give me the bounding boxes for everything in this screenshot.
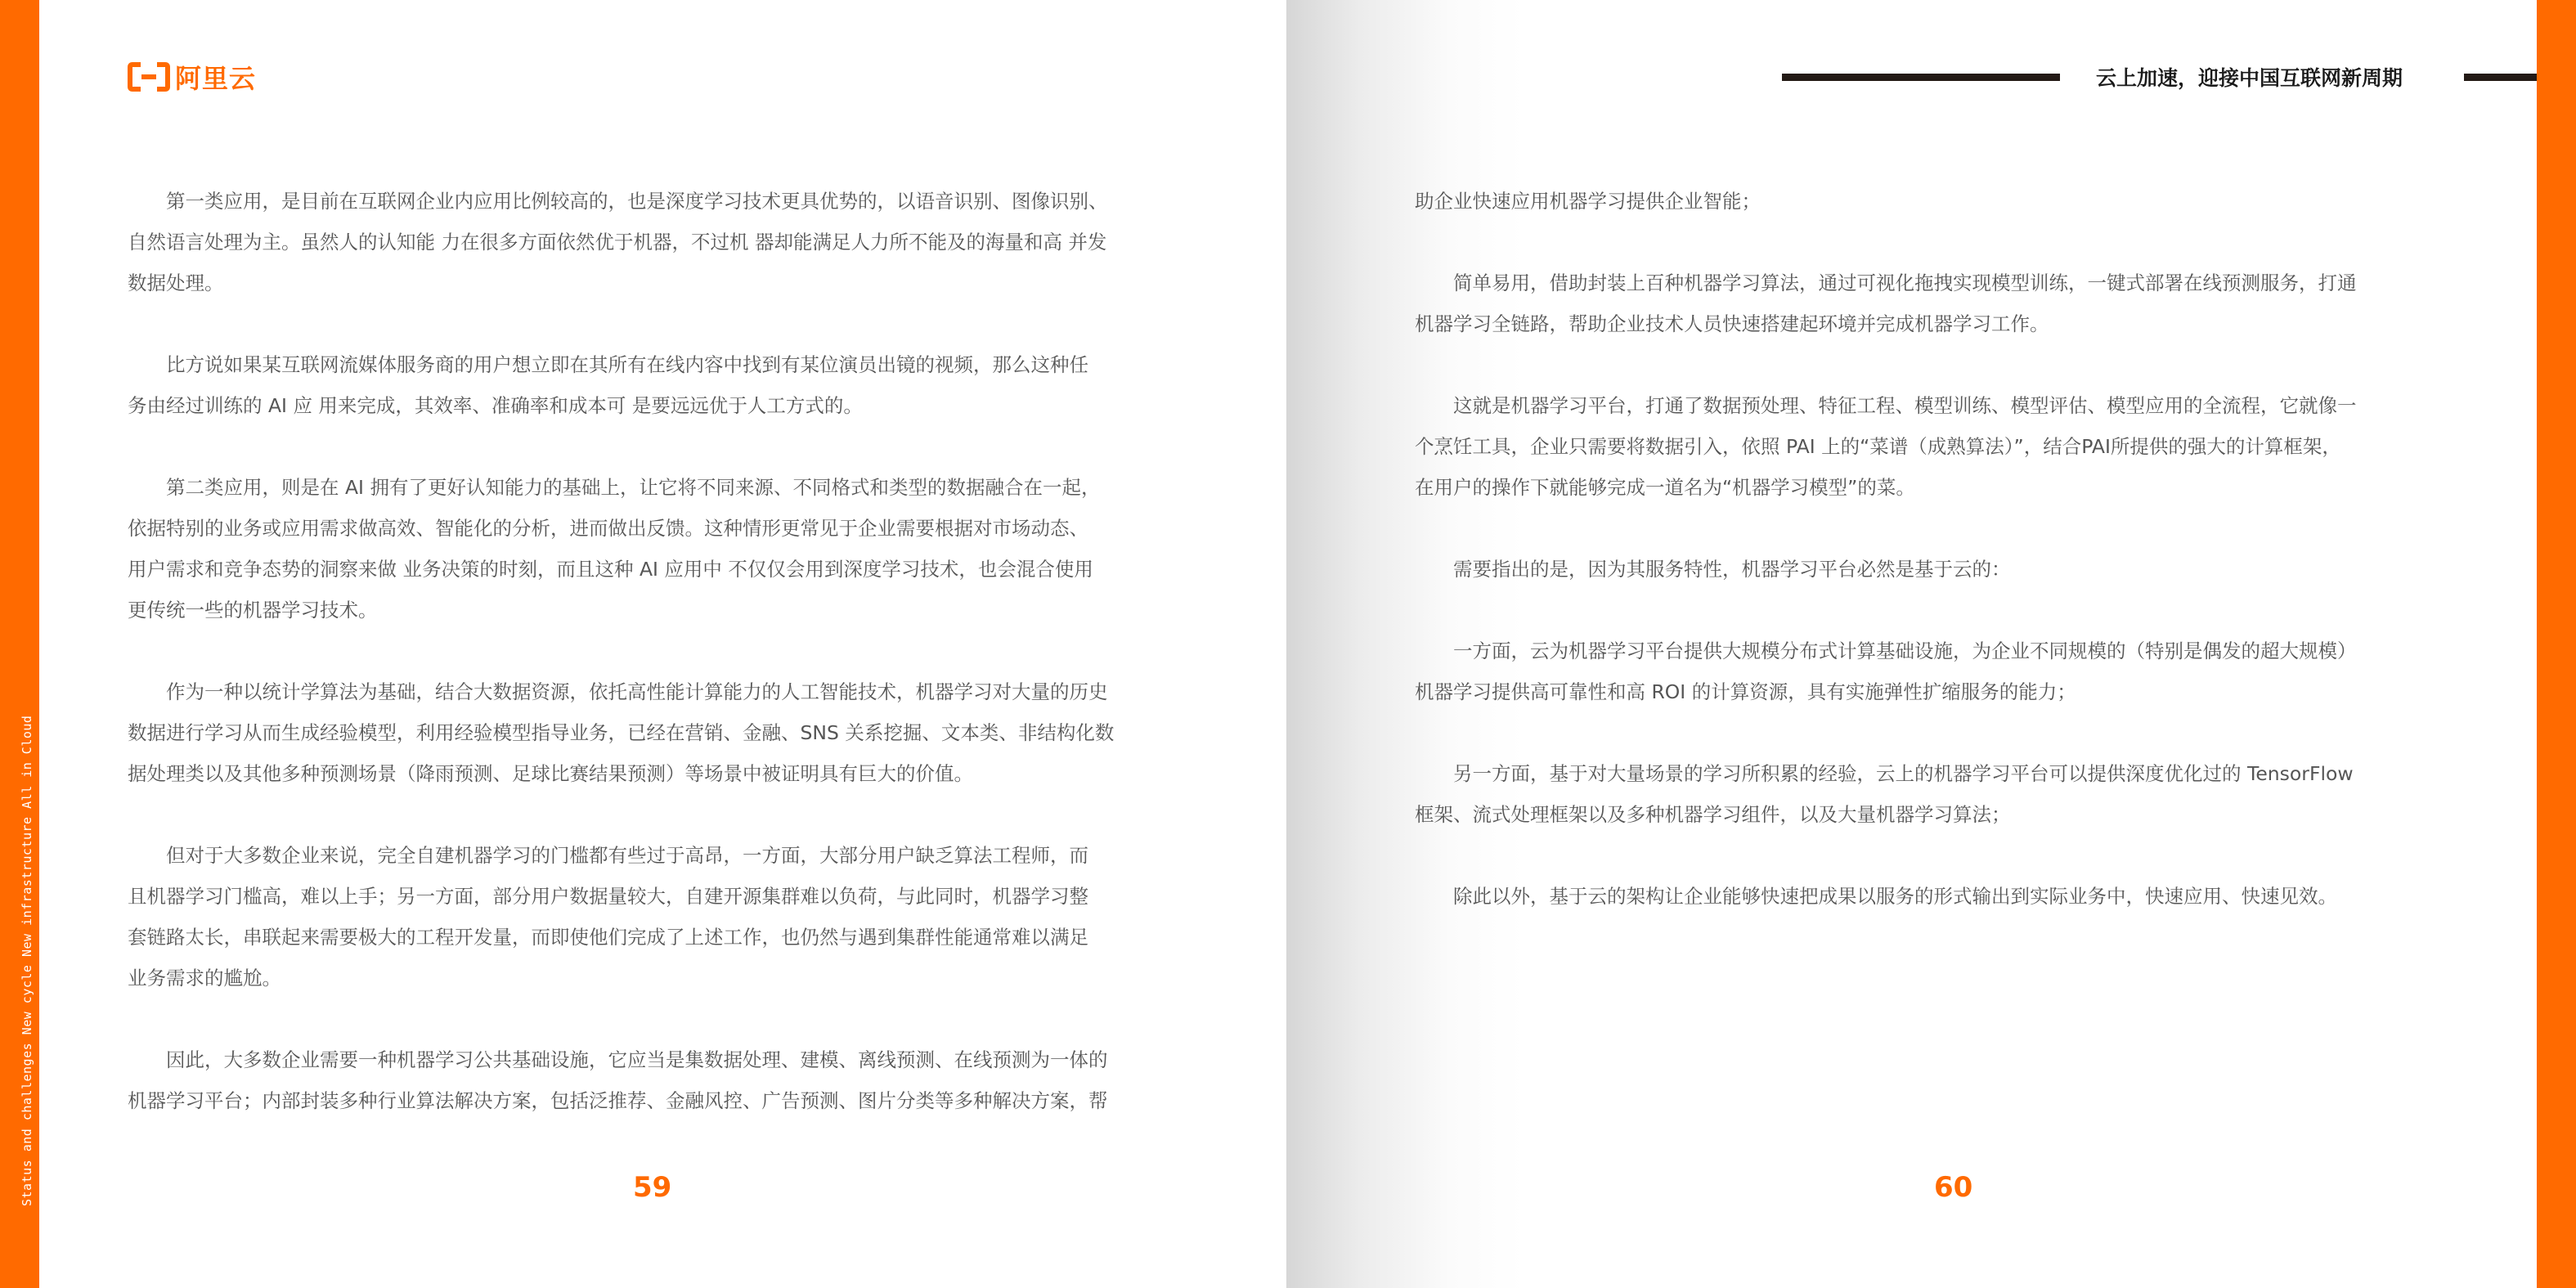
text-line: 一方面，云为机器学习平台提供大规模分布式计算基础设施，为企业不同规模的（特别是偶发的超大规模） xyxy=(1415,640,2357,662)
right-page-body xyxy=(1415,181,2491,917)
logo-text: 阿里云 xyxy=(175,63,257,94)
right-orange-edge xyxy=(2537,0,2576,1288)
text-line: 助企业快速应用机器学习提供企业智能； xyxy=(1415,190,1761,213)
aliyun-logo xyxy=(128,61,256,93)
paragraph-gap xyxy=(1415,835,2491,876)
paragraph-gap xyxy=(128,631,1204,671)
text-line: 据处理类以及其他多种预测场景（降雨预测、足球比赛结果预测）等场景中被证明具有巨大的价值。 xyxy=(128,762,973,785)
paragraph-gap xyxy=(128,303,1204,344)
left-orange-edge xyxy=(0,0,39,1288)
left-page-body xyxy=(128,181,1204,1121)
header-rule-left xyxy=(1782,74,2060,81)
paragraph-gap xyxy=(1415,590,2491,631)
page-number-left: 59 xyxy=(633,1171,672,1204)
text-line: 简单易用，借助封装上百种机器学习算法，通过可视化拖拽实现模型训练，一键式部署在线预测服务，打通 xyxy=(1415,272,2357,294)
page-number-right: 60 xyxy=(1934,1171,1973,1204)
paragraph-gap xyxy=(128,426,1204,467)
text-line: 比方说如果某互联网流媒体服务商的用户想立即在其所有在线内容中找到有某位演员出镜的视频，那么这种任 xyxy=(128,353,1088,376)
text-line: 机器学习提供高可靠性和高 ROI 的计算资源，具有实施弹性扩缩服务的能力； xyxy=(1415,680,2076,703)
text-line: 机器学习全链路，帮助企业技术人员快速搭建起环境并完成机器学习工作。 xyxy=(1415,312,2049,335)
text-line: 这就是机器学习平台，打通了数据预处理、特征工程、模型训练、模型评估、模型应用的全流程，它就像一 xyxy=(1415,394,2357,417)
text-line: 数据处理。 xyxy=(128,272,224,294)
text-line: 自然语言处理为主。虽然人的认知能 力在很多方面依然优于机器，不过机 器却能满足人力所不能及的海量和高 并发 xyxy=(128,231,1107,254)
page-59 xyxy=(39,0,1286,1288)
page-60 xyxy=(1286,0,2537,1288)
spine-tagline: Status and challenges New cycle New infrastructure All in Cloud xyxy=(20,715,34,1206)
text-line: 第二类应用，则是在 AI 拥有了更好认知能力的基础上，让它将不同来源、不同格式和类型的数据融合在一起， xyxy=(128,476,1101,499)
text-line: 依据特别的业务或应用需求做高效、智能化的分析，进而做出反馈。这种情形更常见于企业需要根据对市场动态、 xyxy=(128,517,1088,540)
text-line: 因此，大多数企业需要一种机器学习公共基础设施，它应当是集数据处理、建模、离线预测、在线预测为一体的 xyxy=(128,1048,1108,1071)
text-line: 需要指出的是，因为其服务特性，机器学习平台必然是基于云的： xyxy=(1415,558,2011,581)
text-line: 数据进行学习从而生成经验模型，利用经验模型指导业务，已经在营销、金融、SNS 关系挖掘、文本类、非结构化数 xyxy=(128,721,1115,744)
text-line: 个烹饪工具，企业只需要将数据引入，依照 PAI 上的“菜谱（成熟算法）”，结合PAI所提供的强大的计算框架， xyxy=(1415,435,2341,458)
text-line: 在用户的操作下就能够完成一道名为“机器学习模型”的菜。 xyxy=(1415,476,1915,499)
text-line: 用户需求和竞争态势的洞察来做 业务决策的时刻，而且这种 AI 应用中 不仅仅会用到深度学习技术，也会混合使用 xyxy=(128,558,1093,581)
text-line: 务由经过训练的 AI 应 用来完成，其效率、准确率和成本可 是要远远优于人工方式的。 xyxy=(128,394,863,417)
paragraph-gap xyxy=(128,794,1204,835)
paragraph-gap xyxy=(128,999,1204,1039)
aliyun-logo-icon xyxy=(128,61,170,93)
header-rule-right xyxy=(2464,74,2538,81)
text-line: 业务需求的尴尬。 xyxy=(128,967,281,990)
text-line: 但对于大多数企业来说，完全自建机器学习的门槛都有些过于高昂，一方面，大部分用户缺乏算法工程师，而 xyxy=(128,844,1088,867)
text-line: 且机器学习门槛高，难以上手；另一方面，部分用户数据量较大，自建开源集群难以负荷，与此同时，机器学习整 xyxy=(128,885,1088,908)
paragraph-gap xyxy=(1415,508,2491,549)
text-line: 更传统一些的机器学习技术。 xyxy=(128,599,378,622)
text-line: 套链路太长，串联起来需要极大的工程开发量，而即使他们完成了上述工作，也仍然与遇到集群性能通常难以满足 xyxy=(128,926,1088,949)
text-line: 第一类应用，是目前在互联网企业内应用比例较高的，也是深度学习技术更具优势的，以语音识别、图像识别、 xyxy=(128,190,1108,213)
text-line: 作为一种以统计学算法为基础，结合大数据资源，依托高性能计算能力的人工智能技术，机器学习对大量的历史 xyxy=(128,680,1108,703)
paragraph-gap xyxy=(1415,344,2491,385)
text-line: 机器学习平台；内部封装多种行业算法解决方案，包括泛推荐、金融风控、广告预测、图片分类等多种解决方案，帮 xyxy=(128,1089,1108,1112)
text-line: 框架、流式处理框架以及多种机器学习组件，以及大量机器学习算法； xyxy=(1415,803,2011,826)
text-line: 另一方面，基于对大量场景的学习所积累的经验，云上的机器学习平台可以提供深度优化过的 TensorFlow xyxy=(1415,762,2354,785)
paragraph-gap xyxy=(1415,222,2491,263)
running-header-title: 云上加速，迎接中国互联网新周期 xyxy=(2096,66,2403,90)
text-line: 除此以外，基于云的架构让企业能够快速把成果以服务的形式输出到实际业务中，快速应用、快速见效。 xyxy=(1415,885,2337,908)
paragraph-gap xyxy=(1415,712,2491,753)
